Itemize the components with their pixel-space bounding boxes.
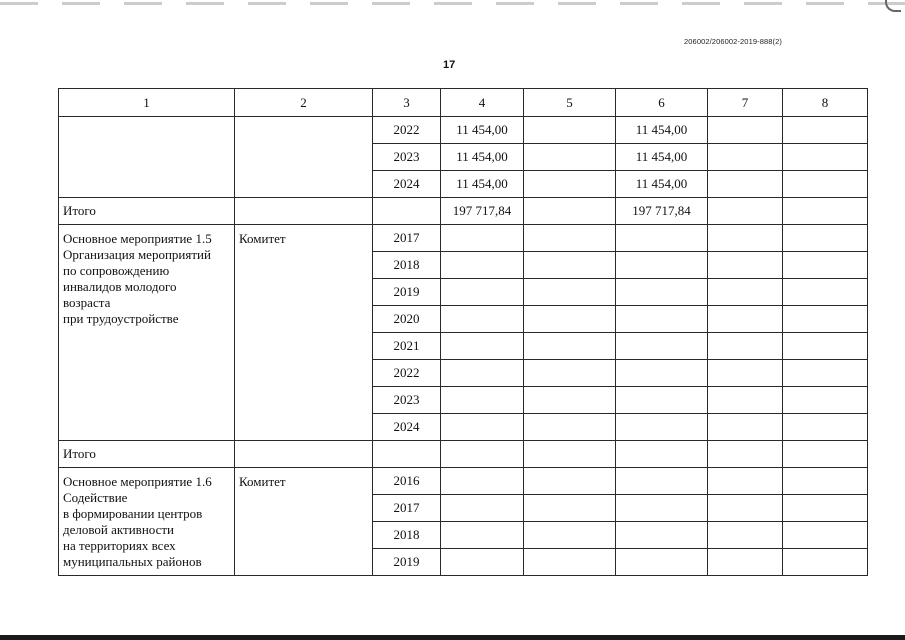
value-cell-col7 <box>708 225 783 252</box>
value-cell-col7 <box>708 252 783 279</box>
total-value-col8 <box>783 198 868 225</box>
value-cell-col8 <box>783 414 868 441</box>
value-cell-col6 <box>616 279 708 306</box>
total-value-col7 <box>708 198 783 225</box>
table-row <box>59 117 868 144</box>
value-cell-col4 <box>441 333 524 360</box>
header-cell-6: 6 <box>616 89 708 117</box>
value-cell-col7 <box>708 495 783 522</box>
value-cell-col5 <box>524 387 616 414</box>
total-value-col7 <box>708 441 783 468</box>
value-cell-col4: 11 454,00 <box>441 171 524 198</box>
value-cell-col8 <box>783 171 868 198</box>
value-cell-col6 <box>616 495 708 522</box>
value-cell-col8 <box>783 306 868 333</box>
value-cell-col5 <box>524 414 616 441</box>
value-cell-col6 <box>616 468 708 495</box>
value-cell-col6 <box>616 387 708 414</box>
value-cell-col5 <box>524 360 616 387</box>
value-cell-col7 <box>708 144 783 171</box>
activity-title-line: Основное мероприятие 1.5 <box>63 231 212 246</box>
value-cell-col7 <box>708 414 783 441</box>
year-cell: 2018 <box>373 522 441 549</box>
year-cell: 2019 <box>373 279 441 306</box>
value-cell-col5 <box>524 144 616 171</box>
total-executor-cell <box>235 198 373 225</box>
total-value-col4 <box>441 441 524 468</box>
value-cell-col4 <box>441 252 524 279</box>
value-cell-col4 <box>441 549 524 576</box>
activity-title-line: возраста <box>63 295 111 310</box>
year-cell: 2019 <box>373 549 441 576</box>
header-cell-1: 1 <box>59 89 235 117</box>
value-cell-col7 <box>708 171 783 198</box>
value-cell-col6 <box>616 360 708 387</box>
activity-1-6-description <box>59 468 235 576</box>
activity-1-6-executor: Комитет <box>235 468 373 576</box>
value-cell-col8 <box>783 360 868 387</box>
activity-title-line: деловой активности <box>63 522 175 537</box>
value-cell-col8 <box>783 333 868 360</box>
header-row <box>59 89 868 117</box>
value-cell-col8 <box>783 495 868 522</box>
total-label: Итого <box>59 198 235 225</box>
value-cell-col4 <box>441 306 524 333</box>
value-cell-col4: 11 454,00 <box>441 117 524 144</box>
value-cell-col5 <box>524 495 616 522</box>
activity-1-5-executor: Комитет <box>235 225 373 441</box>
value-cell-col4 <box>441 495 524 522</box>
activity-title-line: в формировании центров <box>63 506 203 521</box>
total-row <box>59 441 868 468</box>
value-cell-col6 <box>616 414 708 441</box>
year-cell: 2018 <box>373 252 441 279</box>
value-cell-col6: 11 454,00 <box>616 144 708 171</box>
value-cell-col4 <box>441 468 524 495</box>
activity-title-line: инвалидов молодого <box>63 279 177 294</box>
year-cell: 2023 <box>373 144 441 171</box>
value-cell-col6 <box>616 225 708 252</box>
total-row <box>59 198 868 225</box>
year-cell: 2021 <box>373 333 441 360</box>
header-cell-2: 2 <box>235 89 373 117</box>
year-cell: 2016 <box>373 468 441 495</box>
scan-artifact-corner <box>885 0 901 12</box>
value-cell-col8 <box>783 225 868 252</box>
header-cell-3: 3 <box>373 89 441 117</box>
total-executor-cell <box>235 441 373 468</box>
value-cell-col4 <box>441 360 524 387</box>
activity-1-5-description <box>59 225 235 441</box>
value-cell-col7 <box>708 333 783 360</box>
budget-table <box>58 88 868 576</box>
value-cell-col4 <box>441 414 524 441</box>
value-cell-col7 <box>708 306 783 333</box>
value-cell-col4 <box>441 387 524 414</box>
table-row <box>59 468 868 495</box>
value-cell-col7 <box>708 279 783 306</box>
document-id: 206002/206002-2019-888(2) <box>684 37 782 46</box>
header-cell-8: 8 <box>783 89 868 117</box>
year-cell: 2022 <box>373 117 441 144</box>
value-cell-col5 <box>524 225 616 252</box>
value-cell-col5 <box>524 117 616 144</box>
total-value-col5 <box>524 441 616 468</box>
value-cell-col6: 11 454,00 <box>616 117 708 144</box>
activity-title-line: по сопровождению <box>63 263 170 278</box>
activity-title-line: муниципальных районов <box>63 554 202 569</box>
total-value-col5 <box>524 198 616 225</box>
value-cell-col4 <box>441 225 524 252</box>
activity-title-line: Организация мероприятий <box>63 247 211 262</box>
value-cell-col7 <box>708 549 783 576</box>
value-cell-col6 <box>616 333 708 360</box>
value-cell-col6: 11 454,00 <box>616 171 708 198</box>
total-year-cell <box>373 441 441 468</box>
value-cell-col5 <box>524 252 616 279</box>
activity-title-line: Основное мероприятие 1.6 <box>63 474 212 489</box>
value-cell-col5 <box>524 171 616 198</box>
value-cell-col8 <box>783 387 868 414</box>
scan-artifact-bottom <box>0 635 905 640</box>
total-value-col8 <box>783 441 868 468</box>
activity-title-line: Содействие <box>63 490 128 505</box>
header-cell-4: 4 <box>441 89 524 117</box>
year-cell: 2017 <box>373 225 441 252</box>
value-cell-col4 <box>441 522 524 549</box>
activity-title-line: на территориях всех <box>63 538 176 553</box>
header-cell-7: 7 <box>708 89 783 117</box>
value-cell-col7 <box>708 117 783 144</box>
value-cell-col8 <box>783 144 868 171</box>
total-value-col6 <box>616 441 708 468</box>
continued-executor-cell <box>235 117 373 198</box>
value-cell-col5 <box>524 333 616 360</box>
activity-title-line: при трудоустройстве <box>63 311 179 326</box>
table-row <box>59 225 868 252</box>
total-value-col4: 197 717,84 <box>441 198 524 225</box>
year-cell: 2017 <box>373 495 441 522</box>
year-cell: 2024 <box>373 414 441 441</box>
value-cell-col6 <box>616 549 708 576</box>
value-cell-col8 <box>783 279 868 306</box>
value-cell-col7 <box>708 360 783 387</box>
value-cell-col5 <box>524 522 616 549</box>
value-cell-col8 <box>783 117 868 144</box>
year-cell: 2020 <box>373 306 441 333</box>
value-cell-col5 <box>524 468 616 495</box>
page-number: 17 <box>443 59 456 71</box>
value-cell-col5 <box>524 306 616 333</box>
value-cell-col6 <box>616 522 708 549</box>
total-value-col6: 197 717,84 <box>616 198 708 225</box>
value-cell-col5 <box>524 279 616 306</box>
value-cell-col5 <box>524 549 616 576</box>
total-label: Итого <box>59 441 235 468</box>
year-cell: 2024 <box>373 171 441 198</box>
total-year-cell <box>373 198 441 225</box>
header-cell-5: 5 <box>524 89 616 117</box>
value-cell-col8 <box>783 468 868 495</box>
value-cell-col8 <box>783 522 868 549</box>
value-cell-col7 <box>708 522 783 549</box>
value-cell-col4 <box>441 279 524 306</box>
value-cell-col8 <box>783 549 868 576</box>
value-cell-col6 <box>616 252 708 279</box>
continued-description-cell <box>59 117 235 198</box>
value-cell-col7 <box>708 468 783 495</box>
year-cell: 2023 <box>373 387 441 414</box>
value-cell-col6 <box>616 306 708 333</box>
value-cell-col8 <box>783 252 868 279</box>
value-cell-col7 <box>708 387 783 414</box>
scan-artifact-top <box>0 2 905 5</box>
value-cell-col4: 11 454,00 <box>441 144 524 171</box>
year-cell: 2022 <box>373 360 441 387</box>
